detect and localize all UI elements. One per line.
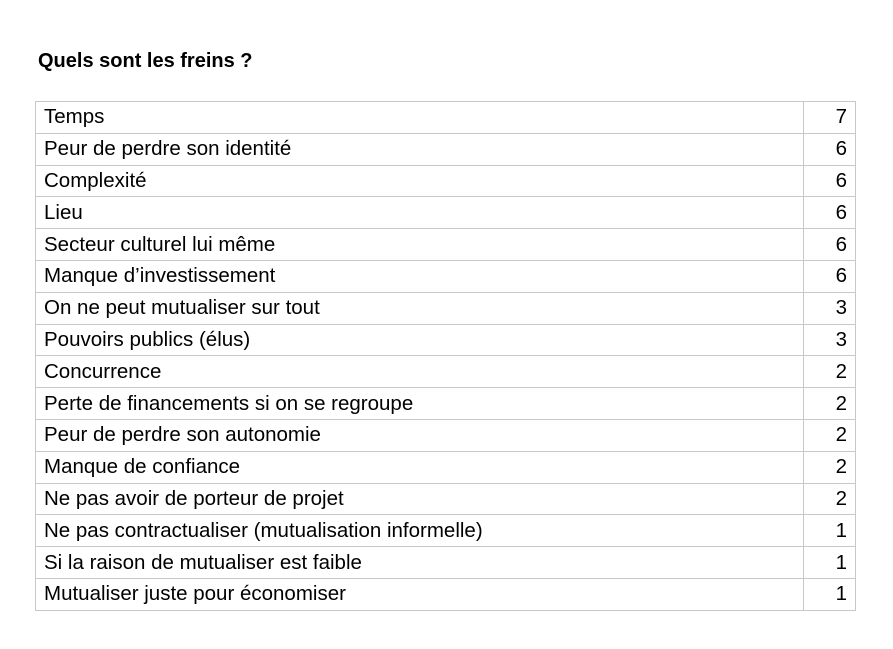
table-row [36, 515, 856, 547]
row-label: Perte de financements si on se regroupe [36, 388, 804, 420]
table-row [36, 547, 856, 579]
table-row [36, 165, 856, 197]
row-count: 1 [804, 578, 856, 610]
page-title: Quels sont les freins ? [38, 50, 253, 72]
row-label: Mutualiser juste pour économiser [36, 578, 804, 610]
row-label: Secteur culturel lui même [36, 229, 804, 261]
row-count: 2 [804, 388, 856, 420]
row-count: 2 [804, 483, 856, 515]
table-row [36, 197, 856, 229]
row-label: Ne pas contractualiser (mutualisation informelle) [36, 515, 804, 547]
row-count: 1 [804, 515, 856, 547]
row-count: 6 [804, 229, 856, 261]
row-label: Peur de perdre son identité [36, 133, 804, 165]
table-row [36, 324, 856, 356]
row-label: Ne pas avoir de porteur de projet [36, 483, 804, 515]
table-row [36, 356, 856, 388]
row-label: Lieu [36, 197, 804, 229]
row-count: 1 [804, 547, 856, 579]
row-count: 6 [804, 133, 856, 165]
table-row [36, 451, 856, 483]
table-row [36, 260, 856, 292]
table-row [36, 419, 856, 451]
table-row [36, 102, 856, 134]
row-count: 2 [804, 419, 856, 451]
row-label: Manque d’investissement [36, 260, 804, 292]
row-count: 2 [804, 451, 856, 483]
row-label: Peur de perdre son autonomie [36, 419, 804, 451]
table-row [36, 388, 856, 420]
row-count: 6 [804, 260, 856, 292]
row-count: 6 [804, 197, 856, 229]
freins-table [35, 101, 856, 611]
row-label: Manque de confiance [36, 451, 804, 483]
row-count: 3 [804, 324, 856, 356]
table-row [36, 292, 856, 324]
freins-table-body [36, 102, 856, 611]
row-label: Si la raison de mutualiser est faible [36, 547, 804, 579]
table-row [36, 578, 856, 610]
row-label: Concurrence [36, 356, 804, 388]
row-count: 6 [804, 165, 856, 197]
row-label: Pouvoirs publics (élus) [36, 324, 804, 356]
table-row [36, 133, 856, 165]
row-count: 3 [804, 292, 856, 324]
row-count: 2 [804, 356, 856, 388]
row-label: On ne peut mutualiser sur tout [36, 292, 804, 324]
table-row [36, 229, 856, 261]
row-label: Complexité [36, 165, 804, 197]
table-row [36, 483, 856, 515]
row-label: Temps [36, 102, 804, 134]
row-count: 7 [804, 102, 856, 134]
